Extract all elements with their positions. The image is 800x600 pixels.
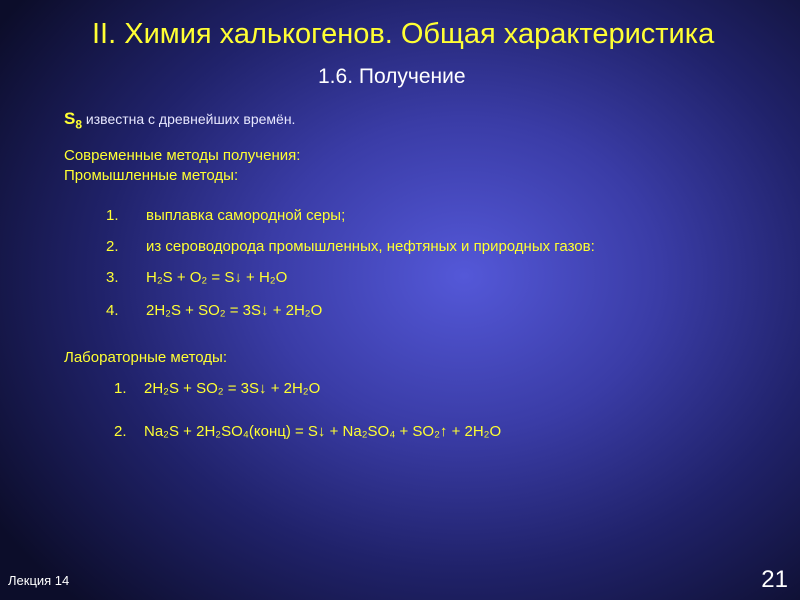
modern-methods-heading [64, 146, 300, 186]
item-number: 1. [106, 207, 119, 224]
item-number: 4. [106, 302, 119, 319]
item-number: 1. [114, 380, 127, 397]
industrial-methods-label: Промышленные методы: [64, 167, 239, 184]
item-equation: 2H₂S + SO₂ = 3S↓ + 2H₂O [144, 380, 321, 397]
sulfur-symbol: $S_8$ [64, 109, 83, 132]
item-text: выплавка самородной серы; [146, 207, 346, 224]
item-equation: 2H₂S + SO₂ = 3S↓ + 2H₂O [146, 302, 323, 319]
slide-title: II. Химия халькогенов. Общая характеристика [92, 18, 715, 50]
intro-text: известна с древнейших времён. [82, 111, 296, 127]
intro-line [64, 109, 295, 131]
modern-methods-label: Современные методы получения: [64, 147, 301, 164]
lecture-label: Лекция 14 [8, 573, 70, 588]
slide-subtitle: 1.6. Получение [318, 65, 466, 88]
page-number: 21 [761, 566, 788, 593]
item-equation: H₂S + O₂ = S↓ + H₂O [146, 269, 288, 286]
lab-methods-heading: Лабораторные методы: [64, 349, 228, 366]
item-number: 3. [106, 269, 119, 286]
item-equation: Na₂S + 2H₂SO₄(конц) = S↓ + Na₂SO₄ + SO₂↑ + 2H₂O [144, 423, 502, 440]
item-number: 2. [114, 423, 127, 440]
item-number: 2. [106, 238, 119, 255]
item-text: из сероводорода промышленных, нефтяных и природных газов: [146, 238, 595, 255]
